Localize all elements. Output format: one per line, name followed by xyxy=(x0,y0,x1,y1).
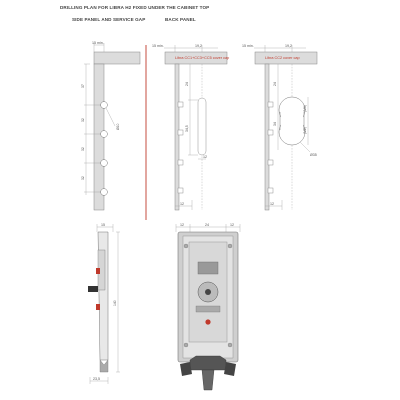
back2-top-width: 19,2 xyxy=(285,44,292,48)
cabinet-top-board xyxy=(94,52,140,64)
hinge-side-view xyxy=(88,223,120,384)
hinge-side-knob xyxy=(88,286,98,292)
cover-cap-caption-2: Libra CC2 cover cap xyxy=(265,56,300,60)
back-panel-diagram-2 xyxy=(242,44,317,210)
back2-bottom-width: 12 xyxy=(270,202,274,206)
side-hole xyxy=(101,102,108,109)
back1-spacing-1: 24 xyxy=(185,82,189,86)
hinge-side-top-width: 15 xyxy=(101,223,105,227)
hinge-front-view xyxy=(176,223,240,390)
hinge-front-width-3: 12 xyxy=(230,223,234,227)
cover-cap-caption-1: Libra CC1+CC3+CC5 cover cap xyxy=(175,56,230,60)
back1-min-gap-label: 15 min. xyxy=(152,44,164,48)
hinge-side-red-marker xyxy=(96,304,100,310)
back2-spacing-1: 24 xyxy=(273,82,277,86)
side-spacing-1: 37 xyxy=(81,84,85,88)
side-spacing-2: 32 xyxy=(81,118,85,122)
mount-slot xyxy=(268,102,273,107)
back2-hole-size-1: (M6) xyxy=(303,105,307,112)
back1-top-width: 19,2 xyxy=(195,44,202,48)
hinge-side-height: 140 xyxy=(113,300,117,306)
mount-slot xyxy=(268,160,273,165)
hinge-bottom-bracket xyxy=(202,370,214,390)
vertical-drill-slot xyxy=(198,98,206,155)
back-panel-diagram-1 xyxy=(152,44,229,210)
back2-hole-diameter: Ø35 xyxy=(310,153,317,157)
hinge-center-bolt xyxy=(205,289,211,295)
page-title: DRILLING PLAN FOR LIBRA H2 FIXED UNDER THE CABINET TOP xyxy=(60,5,210,10)
side-hole xyxy=(101,189,108,196)
side-hole xyxy=(101,160,108,167)
back-panel-heading: BACK PANEL xyxy=(165,17,196,22)
hinge-red-indicator xyxy=(205,319,210,324)
mount-slot xyxy=(178,160,183,165)
side-hole xyxy=(101,131,108,138)
mount-slot xyxy=(268,130,273,135)
hinge-front-width-2: 24 xyxy=(205,223,209,227)
mount-slot xyxy=(178,130,183,135)
back2-spacing-2: 34 xyxy=(273,122,277,126)
side-min-gap-label: 15 min. xyxy=(92,41,104,45)
mount-slot xyxy=(268,188,273,193)
back1-slot-width: 12 xyxy=(203,155,207,159)
side-panel-heading: SIDE PANEL AND SERVICE GAP xyxy=(72,17,146,22)
side-spacing-3: 32 xyxy=(81,147,85,151)
back2-min-gap-label: 15 min. xyxy=(242,44,254,48)
side-hole-diameter: Ø10 xyxy=(116,123,120,130)
mount-slot xyxy=(178,188,183,193)
mount-slot xyxy=(178,102,183,107)
hinge-side-red-marker xyxy=(96,268,100,274)
back1-bottom-width: 12 xyxy=(180,202,184,206)
back1-spacing-2: 34,5 xyxy=(185,125,189,132)
hinge-front-width-1: 12 xyxy=(180,223,184,227)
hinge-side-bottom-width: 23,5 xyxy=(93,377,100,381)
side-panel-diagram xyxy=(81,41,140,210)
side-spacing-4: 32 xyxy=(81,176,85,180)
back2-hole-size-2: (M2) xyxy=(303,127,307,134)
